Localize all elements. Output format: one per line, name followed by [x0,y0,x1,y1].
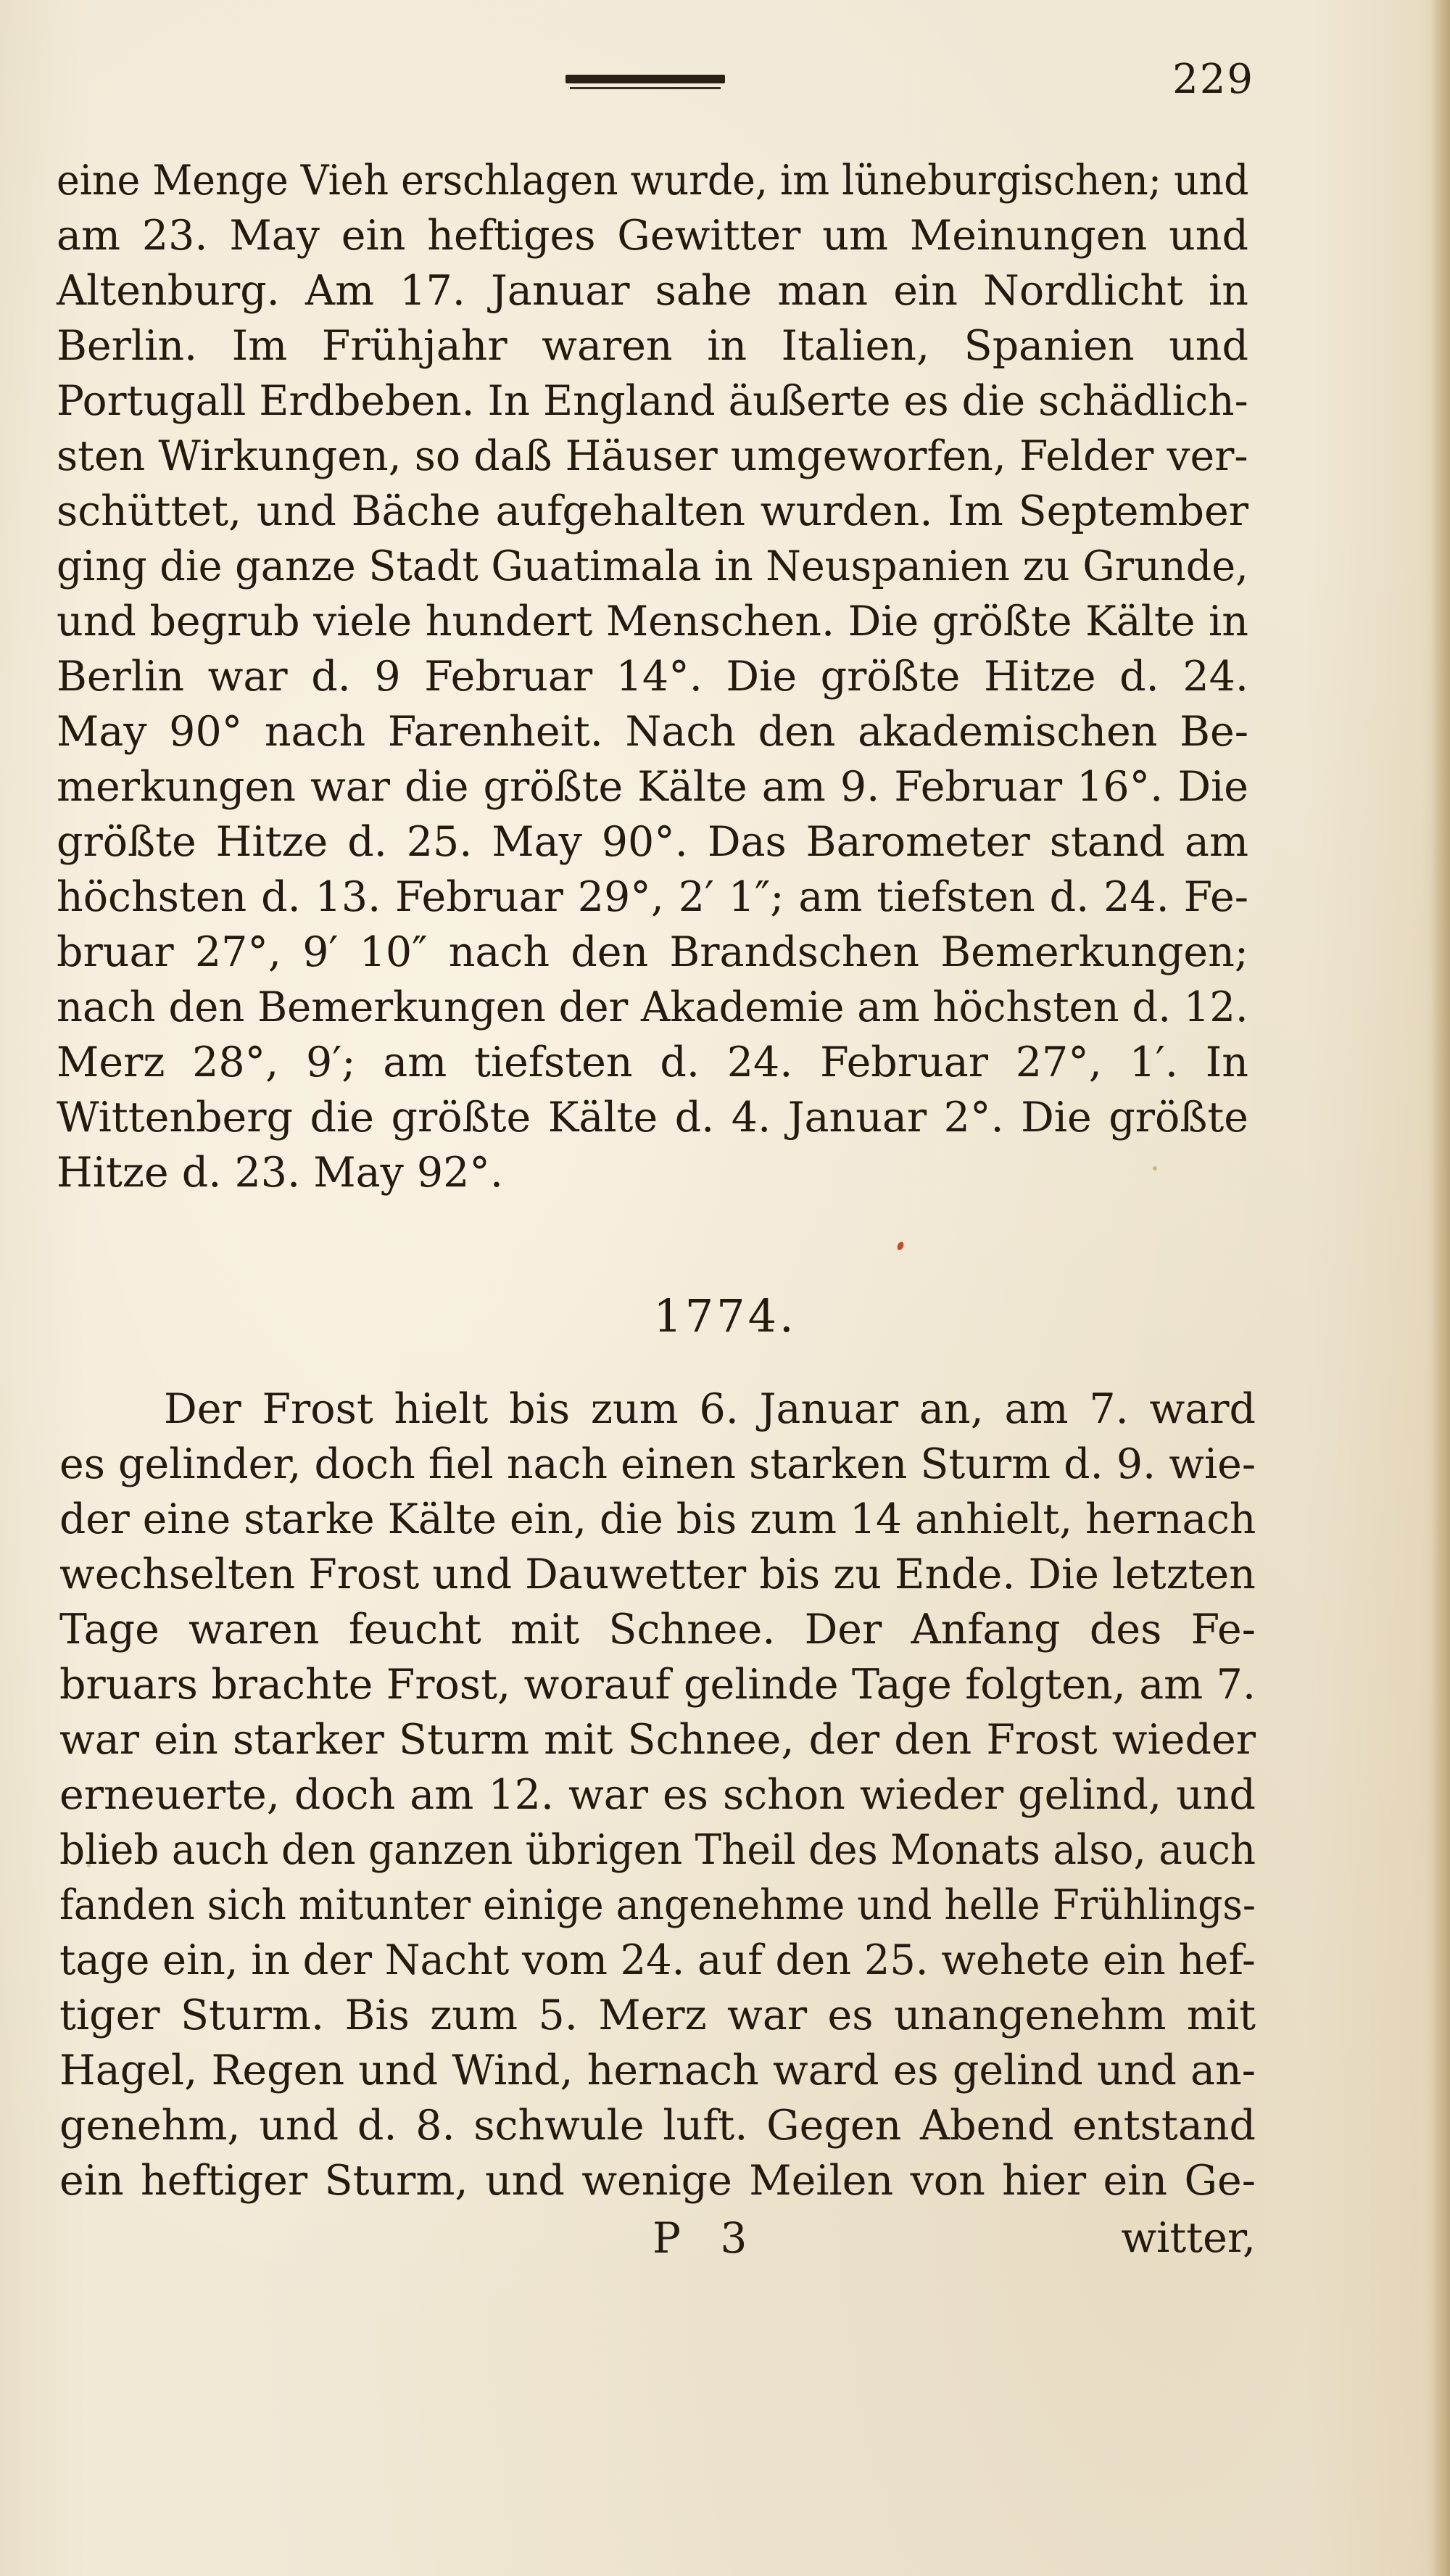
text-line: Altenburg. Am 17. Januar sahe man ein Nordlicht in [57,267,1248,315]
text-line: erneuerte, doch am 12. war es schon wieder gelind, und [59,1771,1256,1819]
text-line: Portugall Erdbeben. In England äußerte es die schädlich- [57,377,1248,425]
text-line: fanden sich mitunter einige angenehme und helle Frühlings- [59,1881,1256,1929]
text-line: ein heftiger Sturm, und wenige Meilen von hier ein Ge- [59,2157,1256,2205]
text-line: der eine starke Kälte ein, die bis zum 14 anhielt, hernach [59,1495,1256,1543]
text-line: Merz 28°, 9′; am tiefsten d. 24. Februar 27°, 1′. In [57,1039,1248,1086]
text-line: tage ein, in der Nacht vom 24. auf den 25. wehete ein hef- [59,1936,1256,1984]
text-line: merkungen war die größte Kälte am 9. Februar 16°. Die [57,763,1248,811]
text-line: es gelinder, doch fiel nach einen starken Sturm d. 9. wie- [59,1440,1256,1488]
text-line: größte Hitze d. 25. May 90°. Das Barometer stand am [57,818,1248,866]
signature-mark: P 3 [652,2213,761,2263]
text-line: eine Menge Vieh erschlagen wurde, im lüneburgischen; und [57,157,1249,205]
header-rule-thick [566,75,725,83]
text-line: Wittenberg die größte Kälte d. 4. Januar 2°. Die größte [57,1094,1248,1142]
text-line: Tage waren feucht mit Schnee. Der Anfang des Fe- [59,1606,1256,1654]
header-rule-thin [570,87,721,89]
page-edge-shadow [1431,0,1450,2576]
text-line: ging die ganze Stadt Guatimala in Neuspanien zu Grunde, [57,542,1248,590]
text-line: bruars brachte Frost, worauf gelinde Tage folgten, am 7. [59,1661,1256,1709]
text-line: Berlin war d. 9 Februar 14°. Die größte Hitze d. 24. [57,653,1248,701]
text-line: nach den Bemerkungen der Akademie am höchsten d. 12. [57,983,1248,1031]
text-line: Hagel, Regen und Wind, hernach ward es gelind und an- [59,2047,1256,2094]
text-line: Hitze d. 23. May 92°. [57,1149,504,1197]
page-number: 229 [1172,56,1254,103]
text-line: und begrub viele hundert Menschen. Die größte Kälte in [57,598,1248,645]
text-line: May 90° nach Farenheit. Nach den akademischen Be- [57,708,1248,756]
text-line: genehm, und d. 8. schwule luft. Gegen Abend entstand [59,2102,1256,2150]
section-heading-year: 1774. [653,1289,797,1342]
text-line: Berlin. Im Frühjahr waren in Italien, Spanien und [57,322,1248,370]
text-line: Der Frost hielt bis zum 6. Januar an, am 7. ward [164,1385,1256,1433]
text-line: blieb auch den ganzen übrigen Theil des Monats also, auch [59,1826,1256,1874]
text-line: tiger Sturm. Bis zum 5. Merz war es unangenehm mit [59,1991,1256,2039]
ink-stain [896,1241,905,1251]
header-ornament-rule [566,75,725,91]
text-line: bruar 27°, 9′ 10″ nach den Brandschen Bemerkungen; [57,928,1248,976]
text-line: schüttet, und Bäche aufgehalten wurden. Im September [57,487,1248,535]
text-line: sten Wirkungen, so daß Häuser umgeworfen, Felder ver- [57,432,1248,480]
text-line: am 23. May ein heftiges Gewitter um Meinungen und [57,212,1248,260]
catchword: witter, [1121,2214,1256,2262]
text-line: höchsten d. 13. Februar 29°, 2′ 1″; am tiefsten d. 24. Fe- [57,873,1248,921]
text-line: wechselten Frost und Dauwetter bis zu Ende. Die letzten [59,1551,1256,1598]
text-line: war ein starker Sturm mit Schnee, der den Frost wieder [59,1716,1256,1764]
